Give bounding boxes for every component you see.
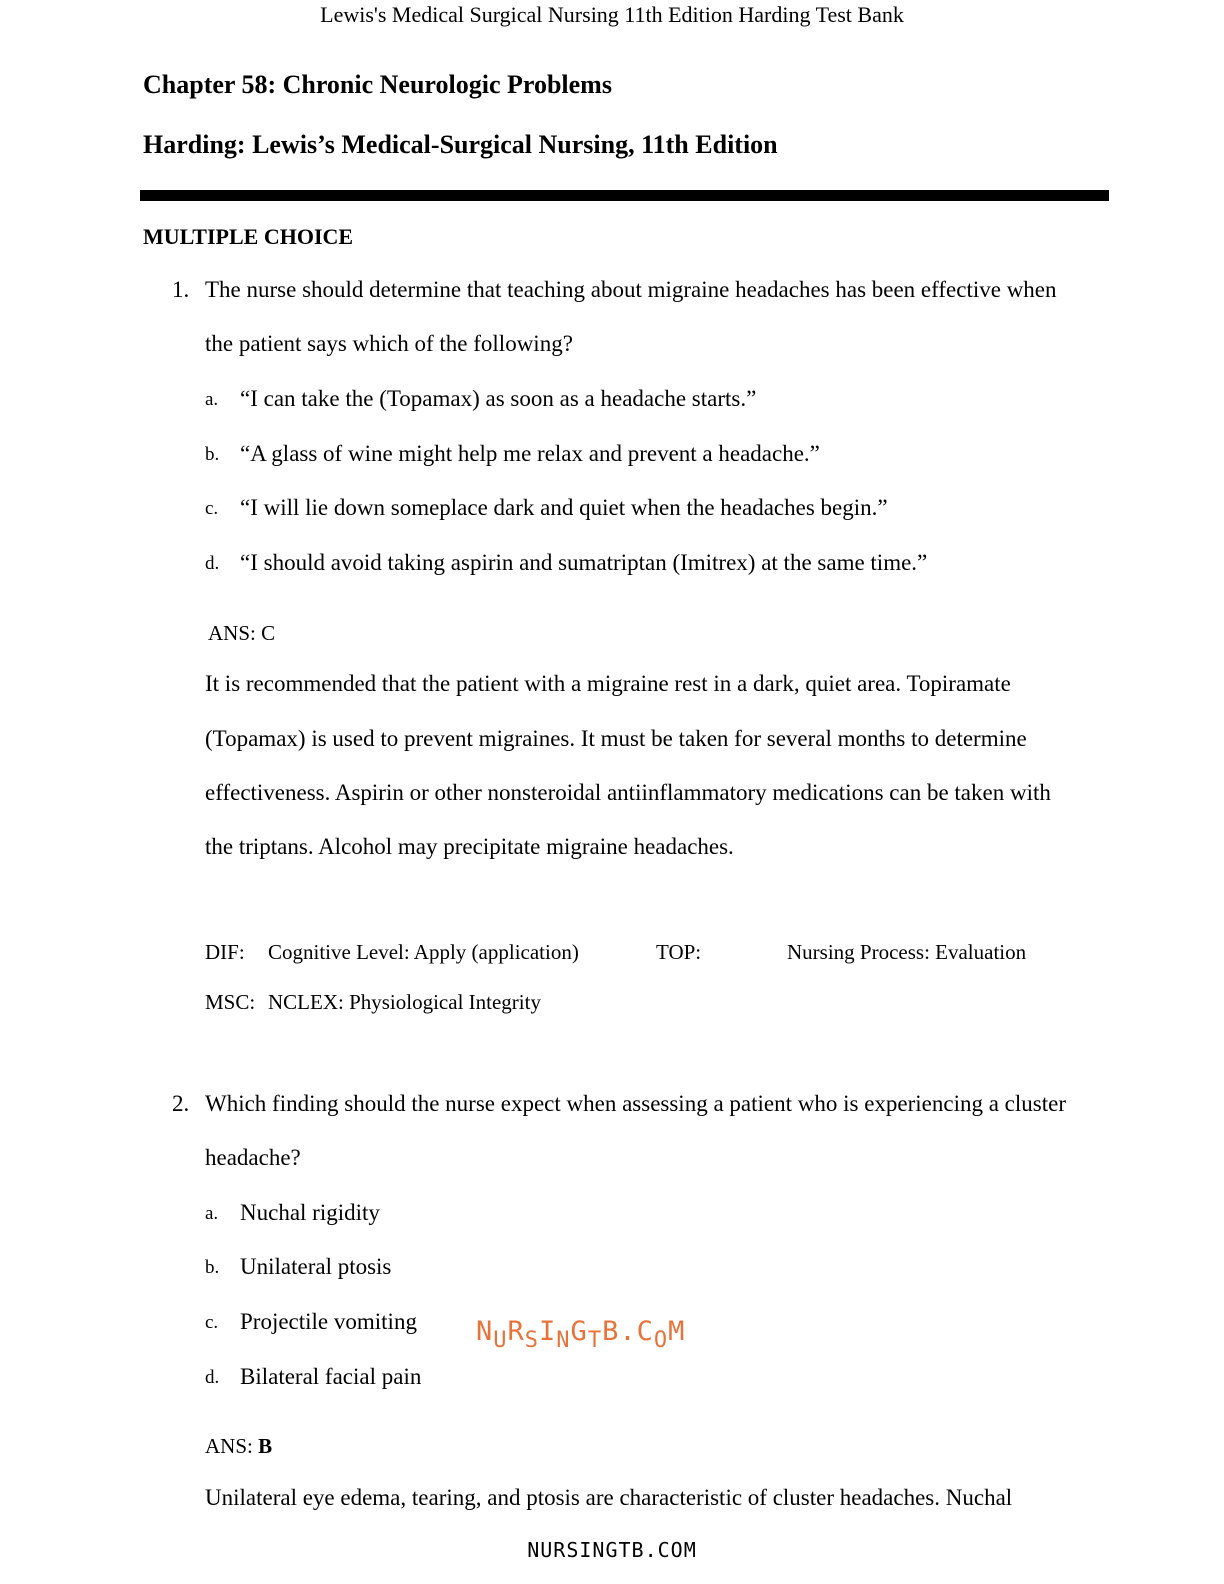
answer-key [205, 1434, 272, 1459]
topic-value: Nursing Process: Evaluation [787, 940, 1027, 964]
watermark-letter: N [476, 1316, 494, 1347]
question-stem: Which finding should the nurse expect when assessing a patient who is experiencing a cluster [205, 1091, 1066, 1116]
option-letter: a. [205, 389, 219, 410]
rationale-line: the triptans. Alcohol may precipitate migraine headaches. [205, 834, 734, 859]
question-number: 2. [172, 1091, 190, 1116]
book-title: Harding: Lewis’s Medical-Surgical Nursing, 11th Edition [143, 130, 778, 159]
answer-value: B [258, 1434, 273, 1458]
rationale-line: effectiveness. Aspirin or other nonsteroidal antiinflammatory medications can be taken with [205, 780, 1051, 805]
watermark-letter: I [539, 1316, 557, 1347]
option-text: “I will lie down someplace dark and quiet when the headaches begin.” [240, 495, 888, 520]
option-text: Bilateral facial pain [240, 1364, 422, 1389]
rationale-line: Unilateral eye edema, tearing, and ptosis are characteristic of cluster headaches. Nuchal [205, 1485, 1013, 1510]
difficulty-label: DIF: [205, 940, 245, 964]
option-text: Projectile vomiting [240, 1309, 417, 1334]
watermark-letter: T [587, 1328, 603, 1353]
msc-value: NCLEX: Physiological Integrity [268, 990, 541, 1014]
option-letter: b. [205, 1257, 220, 1278]
option-letter: d. [205, 1367, 220, 1388]
option-text: Unilateral ptosis [240, 1254, 392, 1279]
option-letter: b. [205, 444, 220, 465]
divider-rule [140, 190, 1109, 201]
difficulty-value: Cognitive Level: Apply (application) [268, 940, 579, 964]
watermark-letter: M [668, 1316, 686, 1347]
watermark-letter: C [636, 1316, 654, 1347]
page-header: Lewis's Medical Surgical Nursing 11th Edition Harding Test Bank [320, 2, 904, 27]
option-letter: c. [205, 1312, 219, 1333]
watermark-letter: S [524, 1328, 540, 1353]
watermark-letter: B [602, 1316, 620, 1347]
watermark-letter: R [507, 1316, 525, 1347]
option-text: Nuchal rigidity [240, 1200, 380, 1225]
option-text: “A glass of wine might help me relax and prevent a headache.” [240, 441, 820, 466]
watermark-logo [476, 1316, 686, 1353]
option-text: “I can take the (Topamax) as soon as a headache starts.” [240, 386, 757, 411]
page-footer: NURSINGTB.COM [527, 1538, 697, 1562]
question-stem: headache? [205, 1145, 301, 1170]
answer-key: ANS: C [208, 621, 276, 645]
watermark-letter: U [493, 1328, 508, 1353]
watermark-letter: N [556, 1328, 571, 1353]
section-title: MULTIPLE CHOICE [143, 224, 354, 249]
question-number: 1. [172, 277, 190, 302]
answer-label: ANS: [205, 1434, 259, 1458]
watermark-letter: G [570, 1316, 588, 1347]
chapter-title: Chapter 58: Chronic Neurologic Problems [143, 70, 612, 99]
watermark-letter: O [653, 1328, 669, 1353]
option-text: “I should avoid taking aspirin and sumatriptan (Imitrex) at the same time.” [240, 550, 928, 575]
option-letter: d. [205, 553, 220, 574]
option-letter: a. [205, 1203, 219, 1224]
rationale-line: It is recommended that the patient with a migraine rest in a dark, quiet area. Topiramate [205, 671, 1011, 696]
question-stem: The nurse should determine that teaching about migraine headaches has been effective when [205, 277, 1057, 302]
watermark-letter: . [619, 1316, 637, 1347]
topic-label: TOP: [656, 940, 702, 964]
rationale-line: (Topamax) is used to prevent migraines. It must be taken for several months to determine [205, 726, 1027, 751]
question-stem: the patient says which of the following? [205, 331, 573, 356]
option-letter: c. [205, 498, 219, 519]
msc-label: MSC: [205, 990, 256, 1014]
